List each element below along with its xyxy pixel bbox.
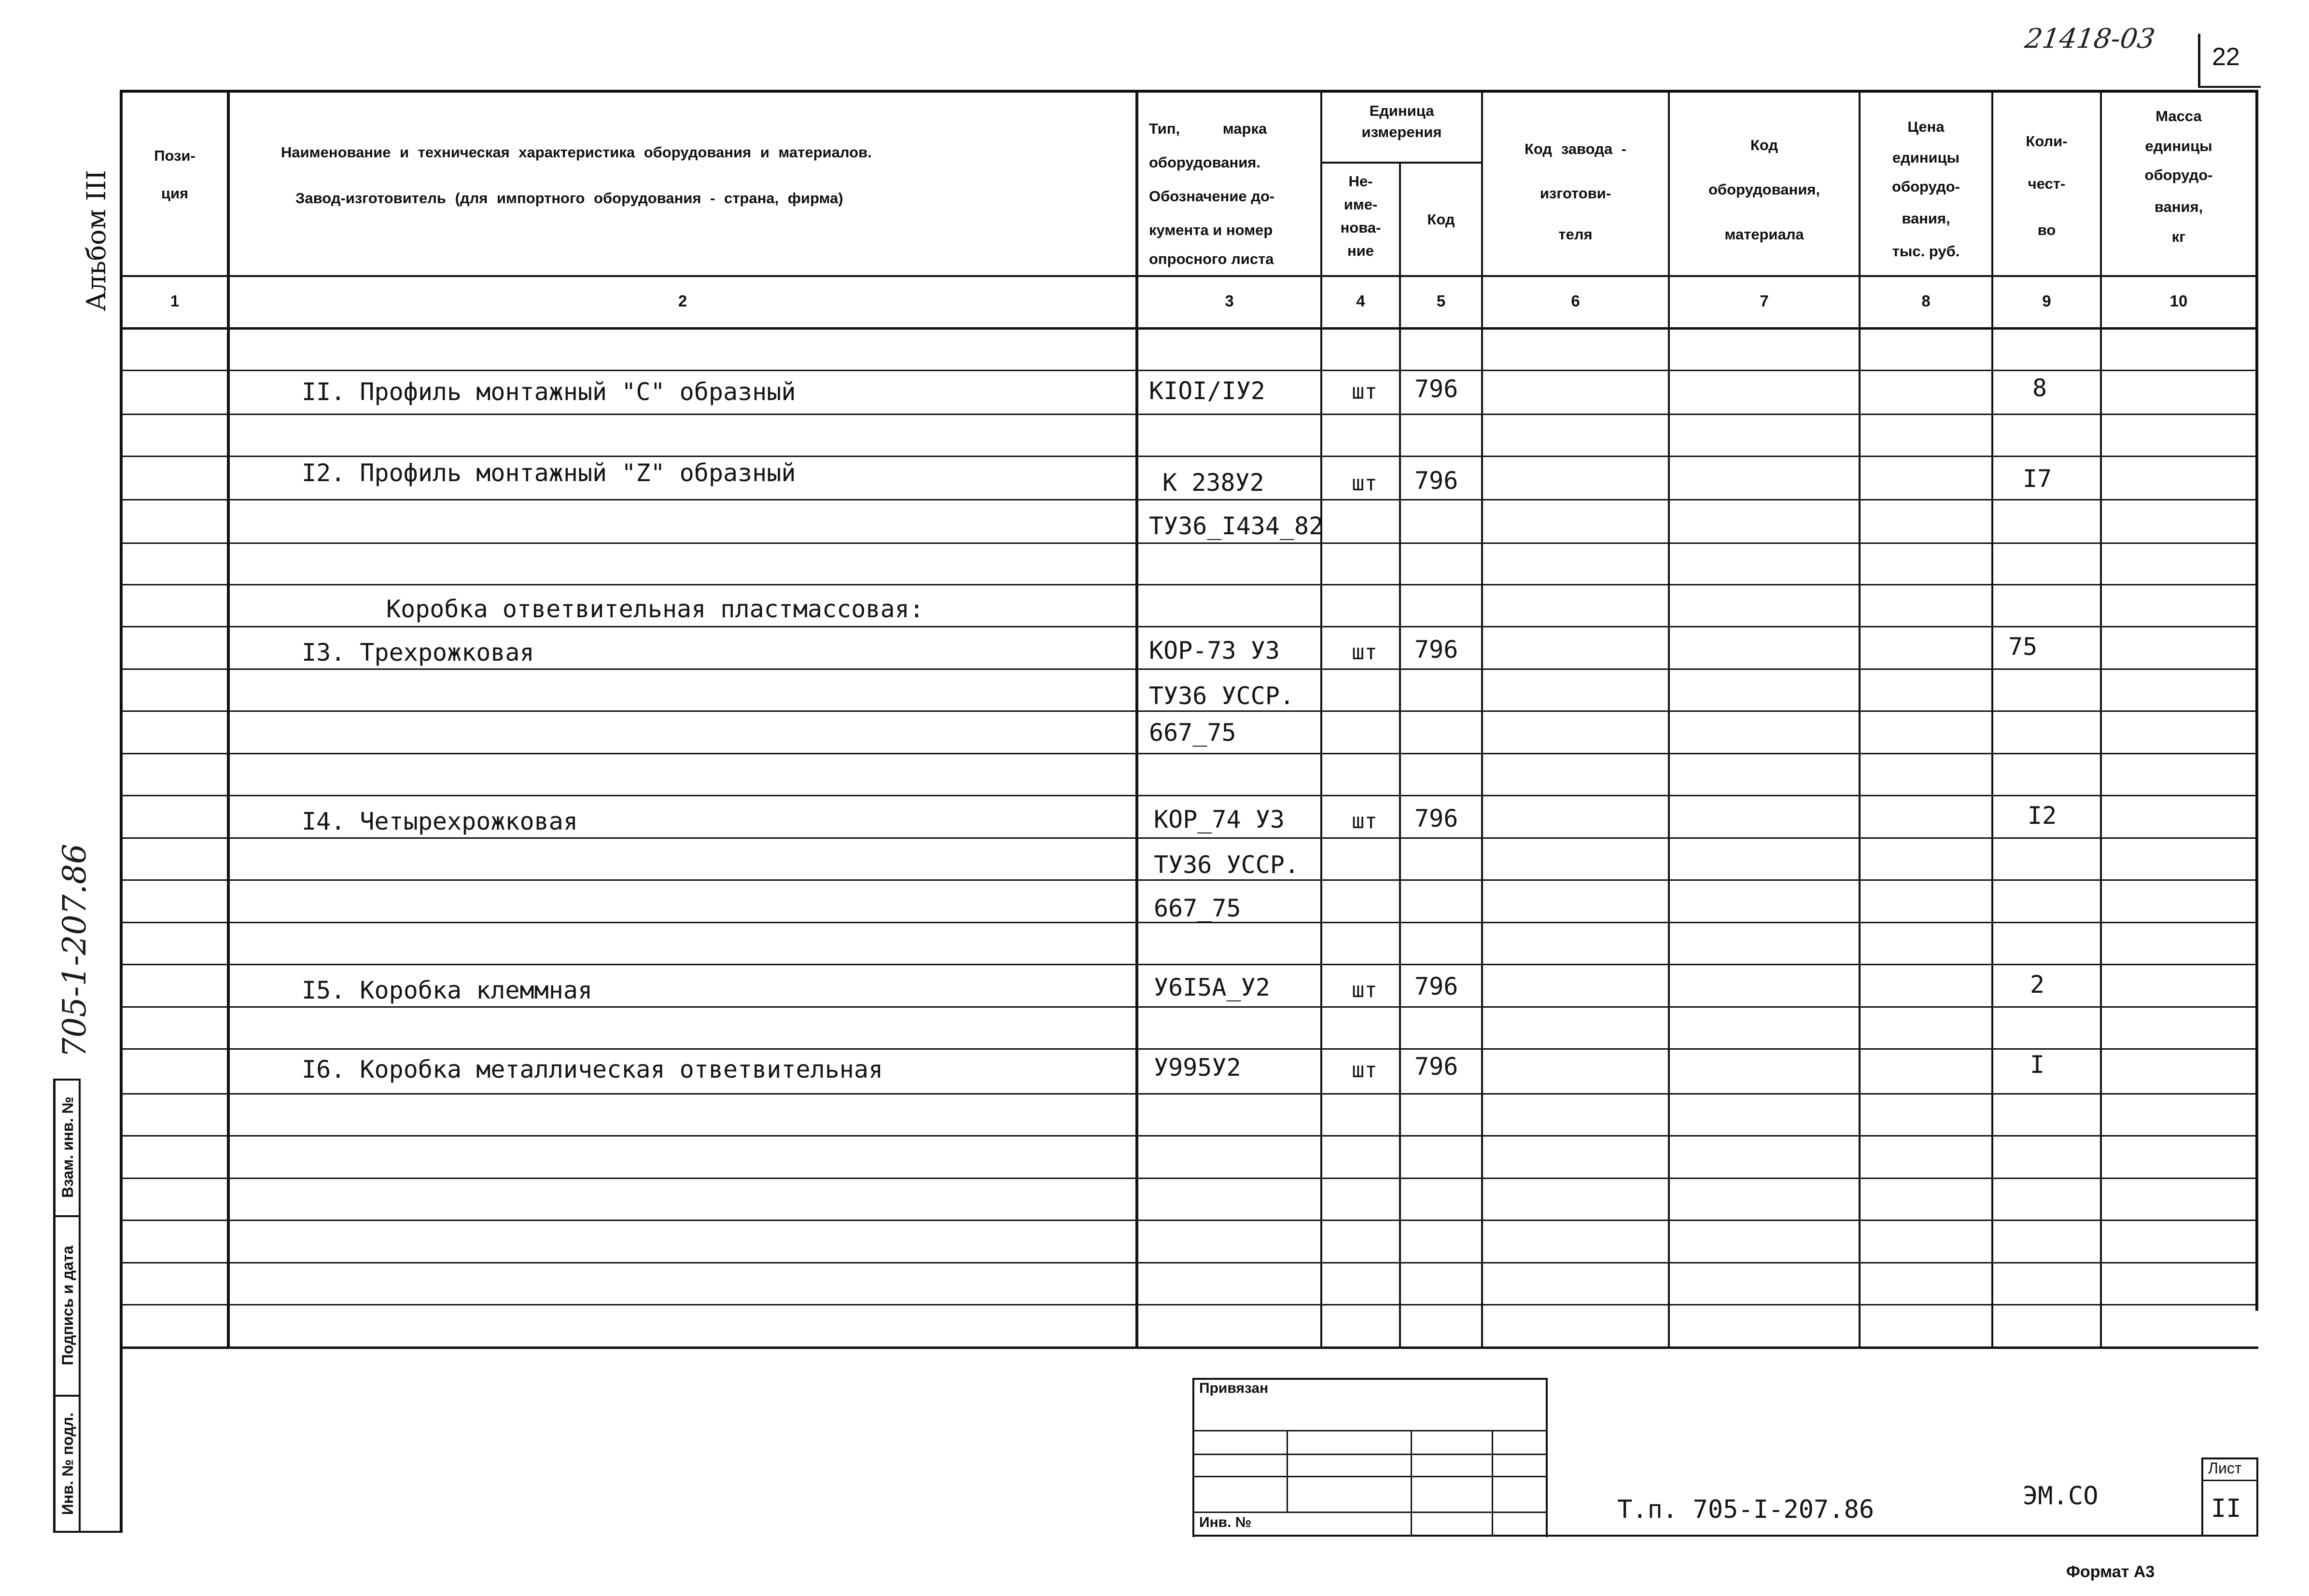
archive-number: 21418-03 <box>2023 23 2157 55</box>
document-title: Т.п. 705-I-207.86 <box>1617 1495 1875 1524</box>
item-type: КОР-73 УЗ <box>1149 637 1280 665</box>
item-type-doc: ТУ36_I434_82 <box>1149 512 1324 540</box>
item-name: II. Профиль монтажный "С" образный <box>302 378 796 406</box>
binding-label: Привязан <box>1199 1380 1269 1396</box>
item-qty: I <box>2030 1051 2045 1079</box>
col5-header: Код <box>1427 211 1455 228</box>
item-qty: 2 <box>2030 971 2045 999</box>
item-code: 796 <box>1414 375 1458 403</box>
item-type: KIOI/IУ2 <box>1149 377 1265 405</box>
item-name: I6. Коробка металлическая ответвительная <box>302 1055 883 1083</box>
item-type-doc: ТУ36 УССР. <box>1149 682 1295 710</box>
item-unit: шт <box>1352 379 1377 404</box>
item-unit: шт <box>1352 471 1377 496</box>
inv-original-label: Инв. № подл. <box>59 1412 76 1515</box>
item-name: I2. Профиль монтажный "Z" образный <box>302 459 796 487</box>
item-qty: I2 <box>2028 802 2057 830</box>
project-code-handwritten: 705-1-207.86 <box>56 844 93 1058</box>
item-qty: I7 <box>2023 465 2052 493</box>
item-code: 796 <box>1414 467 1458 495</box>
inv-replacement-label: Взам. инв. № <box>59 1096 76 1198</box>
format-label: Формат А3 <box>2066 1563 2155 1581</box>
sheet-label: Лист <box>2208 1459 2242 1477</box>
inv-number-label: Инв. № <box>1199 1514 1252 1530</box>
item-code: 796 <box>1414 805 1458 833</box>
item-code: 796 <box>1414 972 1458 1000</box>
item-type: У6I5А_У2 <box>1154 973 1270 1001</box>
item-name: I5. Коробка клеммная <box>302 976 593 1004</box>
item-code: 796 <box>1414 1053 1458 1081</box>
item-unit: шт <box>1352 1058 1377 1083</box>
sheet-number: II <box>2211 1494 2241 1523</box>
frame-top <box>120 90 2258 93</box>
item-type-doc: ТУ36 УССР. <box>1154 851 1300 879</box>
item-type: У995У2 <box>1154 1054 1241 1082</box>
item-unit: шт <box>1352 978 1377 1002</box>
item-qty: 75 <box>2008 633 2038 661</box>
item-type-doc-2: 667_75 <box>1154 894 1241 922</box>
sign-date-label: Подпись и дата <box>59 1246 76 1365</box>
group-heading: Коробка ответвительная пластмассовая: <box>386 595 924 623</box>
album-label: Альбом III <box>81 170 112 311</box>
item-type: К 238У2 <box>1162 469 1264 497</box>
item-type: КОР_74 УЗ <box>1154 805 1285 833</box>
frame-right <box>2255 90 2258 1311</box>
table-bottom <box>120 1346 2258 1349</box>
document-code: ЭМ.СО <box>2023 1482 2099 1511</box>
item-unit: шт <box>1352 640 1377 665</box>
page-number: 22 <box>2212 43 2240 71</box>
item-unit: шт <box>1352 809 1377 833</box>
item-type-doc-2: 667_75 <box>1149 719 1236 747</box>
item-name: I3. Трехрожковая <box>302 638 534 666</box>
item-name: I4. Четырехрожковая <box>302 807 578 835</box>
item-qty: 8 <box>2032 374 2047 402</box>
item-code: 796 <box>1414 636 1458 664</box>
